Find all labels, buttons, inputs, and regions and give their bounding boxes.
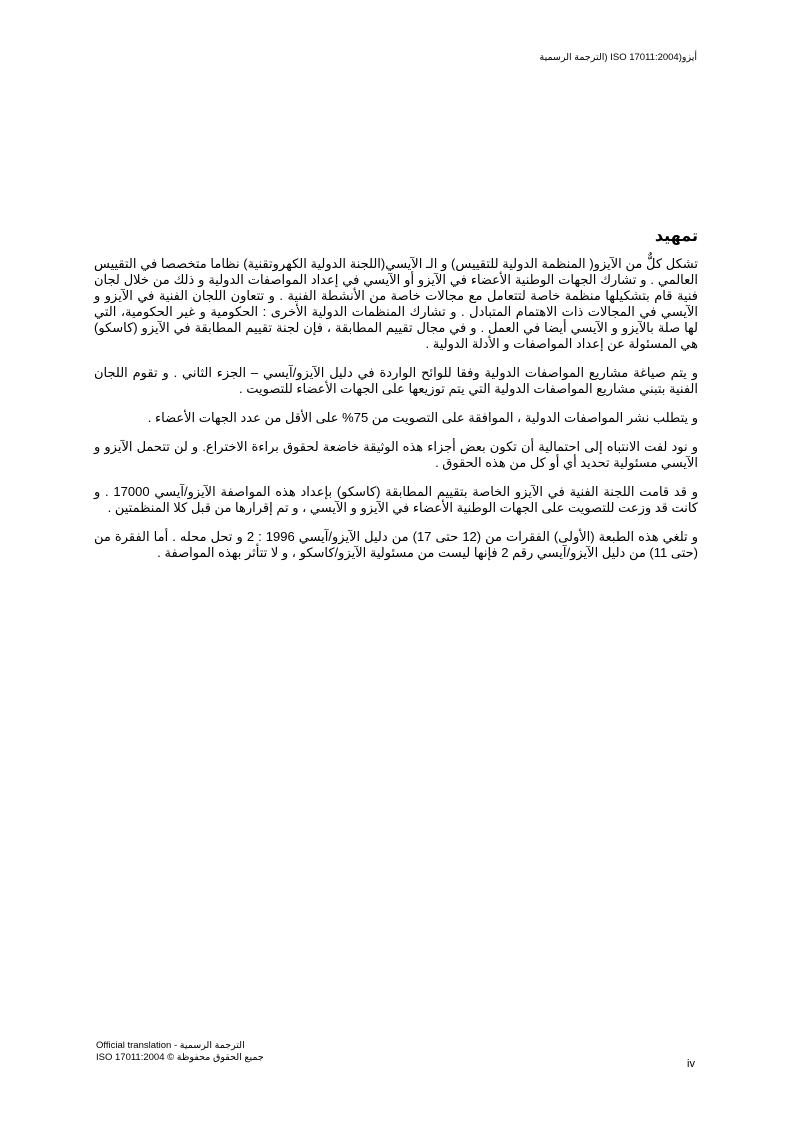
paragraph-6: و تلغي هذه الطبعة (الأولى) الفقرات من (12 حتى 17) من دليل الآيزو/آيسي 1996 : 2 و تحل محله . أما الفقرة من (حتى 11) من دليل الآيزو/آيسي رقم 2 فإنها ليست من مسئولية الآيزو/كاسكو ، و لا تتأثر بهذه المواصفة . <box>94 529 698 560</box>
paragraph-5: و قد قامت اللجنة الفنية في الآيزو الخاصة بتقييم المطابقة (كاسكو) بإعداد هذه المواصفة الآيزو/آيسي 17000 . و كانت قد وزعت للتصويت على الجهات الوطنية الأعضاء في الآيزو و الآيسي ، و تم إقرارها من قبل كلا المنظمتين . <box>94 484 698 515</box>
section-title: تمهيد <box>654 228 698 245</box>
paragraph-2: و يتم صياغة مشاريع المواصفات الدولية وفقا للوائح الواردة في دليل الآيزو/آيسي – الجزء الثاني . و تقوم اللجان الفنية بتبني مشاريع المواصفات الدولية التي يتم توزيعها على الجهات الأعضاء للتصويت . <box>94 365 698 396</box>
paragraph-3: و يتطلب نشر المواصفات الدولية ، الموافقة على التصويت من 75% على الأقل من عدد الجهات الأعضاء . <box>147 410 698 425</box>
footer-info <box>96 1040 264 1064</box>
running-header: أيزو(2004:ISO 17011 (الترجمة الرسمية <box>539 52 697 63</box>
paragraph-1: تشكل كلٌّ من الآيزو( المنظمة الدولية للتقييس) و الـ الآيسي(اللجنة الدولية الكهروتقنية) نظاما متخصصا في التقييس العالمي . و تشارك الجهات الوطنية الأعضاء في الآيزو أو الآيسي في إعداد المواصفات الدولية و ذلك من خلال لجان فنية قام بتشكيلها منظمة خاصة لتتعامل مع مجالات خاصة من الأنشطة الفنية . و تتعاون اللجان الفنية في الآيزو و الآيسي في المجالات ذات الاهتمام المتبادل . و تشارك المنظمات الدولية الأخرى : الحكومية و غير الحكومية، التي لها صلة بالآيزو و الآيسي أيضا في العمل . و في مجال تقييم المطابقة ، فإن لجنة تقييم المطابقة في الآيزو (كاسكو) هي المسئولة عن إعداد المواصفات و الأدلة الدولية . <box>94 256 698 351</box>
document-body <box>94 226 698 574</box>
footer-translation-note: Official translation - الترجمة الرسمية <box>96 1040 245 1051</box>
page-number: iv <box>687 1058 695 1070</box>
paragraph-4: و نود لفت الانتباه إلى احتمالية أن تكون بعض أجزاء هذه الوثيقة خاضعة لحقوق براءة الاختراع. و لن تتحمل الآيزو و الآيسي مسئولية تحديد أي أو كل من هذه الحقوق . <box>94 439 698 470</box>
footer-copyright: ISO 17011:2004 © جميع الحقوق محفوظة <box>96 1052 264 1063</box>
